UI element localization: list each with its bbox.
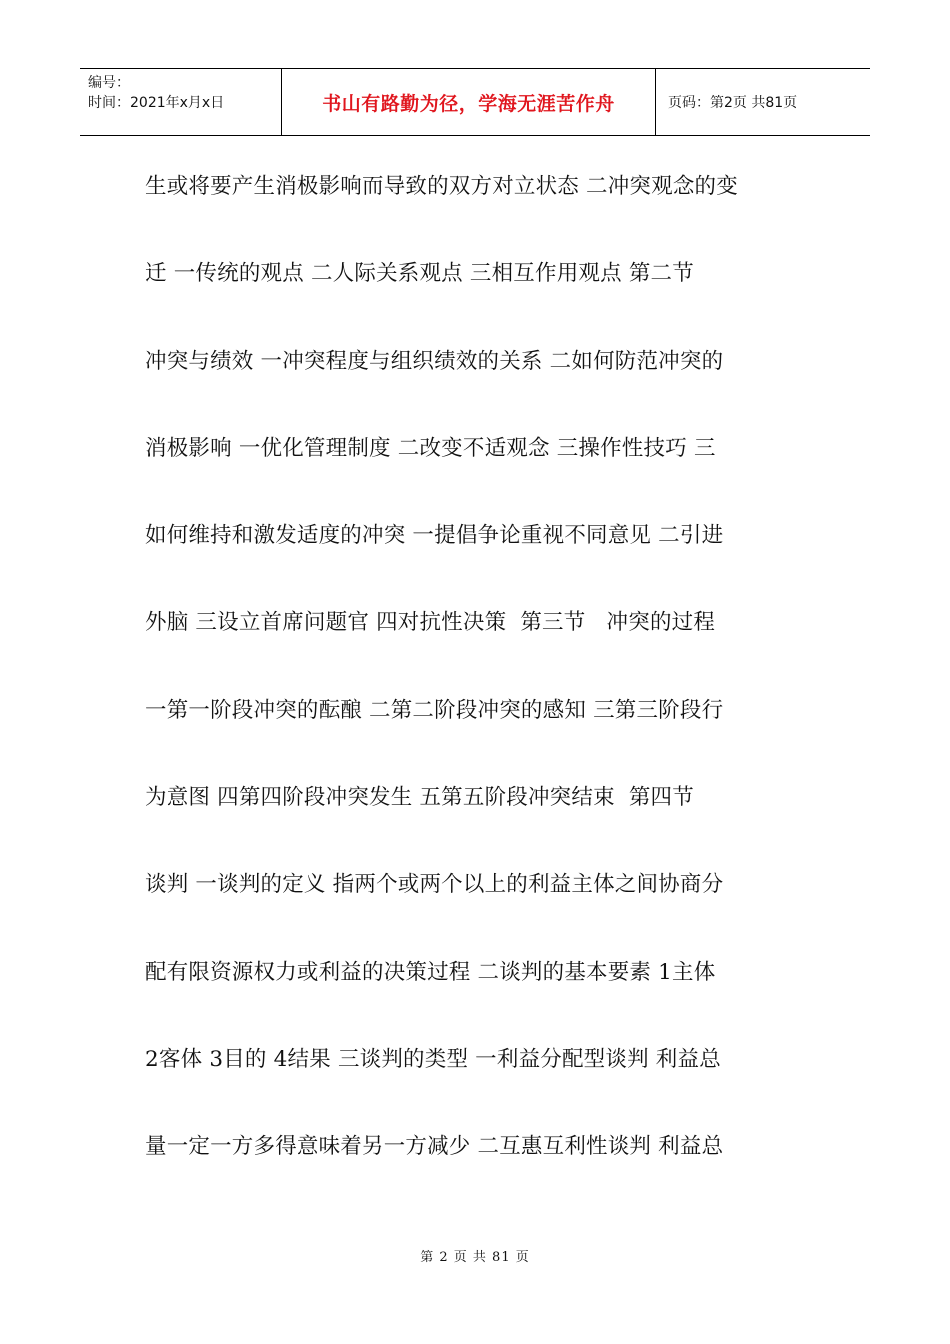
header-page-cell [656, 69, 870, 135]
document-number-label: 编号： [88, 75, 130, 91]
header-motto-cell [282, 69, 656, 135]
body-line: 迁 一传统的观点 二人际关系观点 三相互作用观点 第二节 [145, 261, 694, 287]
document-header [80, 68, 870, 136]
body-line: 量一定一方多得意味着另一方减少 二互惠互利性谈判 利益总 [145, 1134, 724, 1160]
body-line: 谈判 一谈判的定义 指两个或两个以上的利益主体之间协商分 [145, 872, 724, 898]
body-line: 为意图 四第四阶段冲突发生 五第五阶段冲突结束 第四节 [145, 785, 694, 811]
body-line: 消极影响 一优化管理制度 二改变不适观念 三操作性技巧 三 [145, 435, 716, 461]
header-page-info: 页码：第2页 共81页 [668, 95, 798, 111]
body-line: 配有限资源权力或利益的决策过程 二谈判的基本要素 1主体 [145, 959, 716, 985]
body-line: 冲突与绩效 一冲突程度与组织绩效的关系 二如何防范冲突的 [145, 348, 724, 374]
body-line: 一第一阶段冲突的酝酿 二第二阶段冲突的感知 三第三阶段行 [145, 697, 724, 723]
header-meta-cell [80, 69, 282, 135]
body-line: 2客体 3目的 4结果 三谈判的类型 一利益分配型谈判 利益总 [145, 1046, 721, 1072]
body-line: 生或将要产生消极影响而导致的双方对立状态 二冲突观念的变 [145, 174, 738, 199]
header-motto: 书山有路勤为径，学海无涯苦作舟 [322, 92, 615, 115]
document-time-label: 时间：2021年x月x日 [88, 95, 225, 111]
document-body [145, 156, 810, 1204]
body-line: 外脑 三设立首席问题官 四对抗性决策 第三节 冲突的过程 [145, 610, 716, 636]
body-line: 如何维持和激发适度的冲突 一提倡争论重视不同意见 二引进 [145, 523, 724, 549]
page-footer: 第 2 页 共 81 页 [420, 1250, 530, 1265]
